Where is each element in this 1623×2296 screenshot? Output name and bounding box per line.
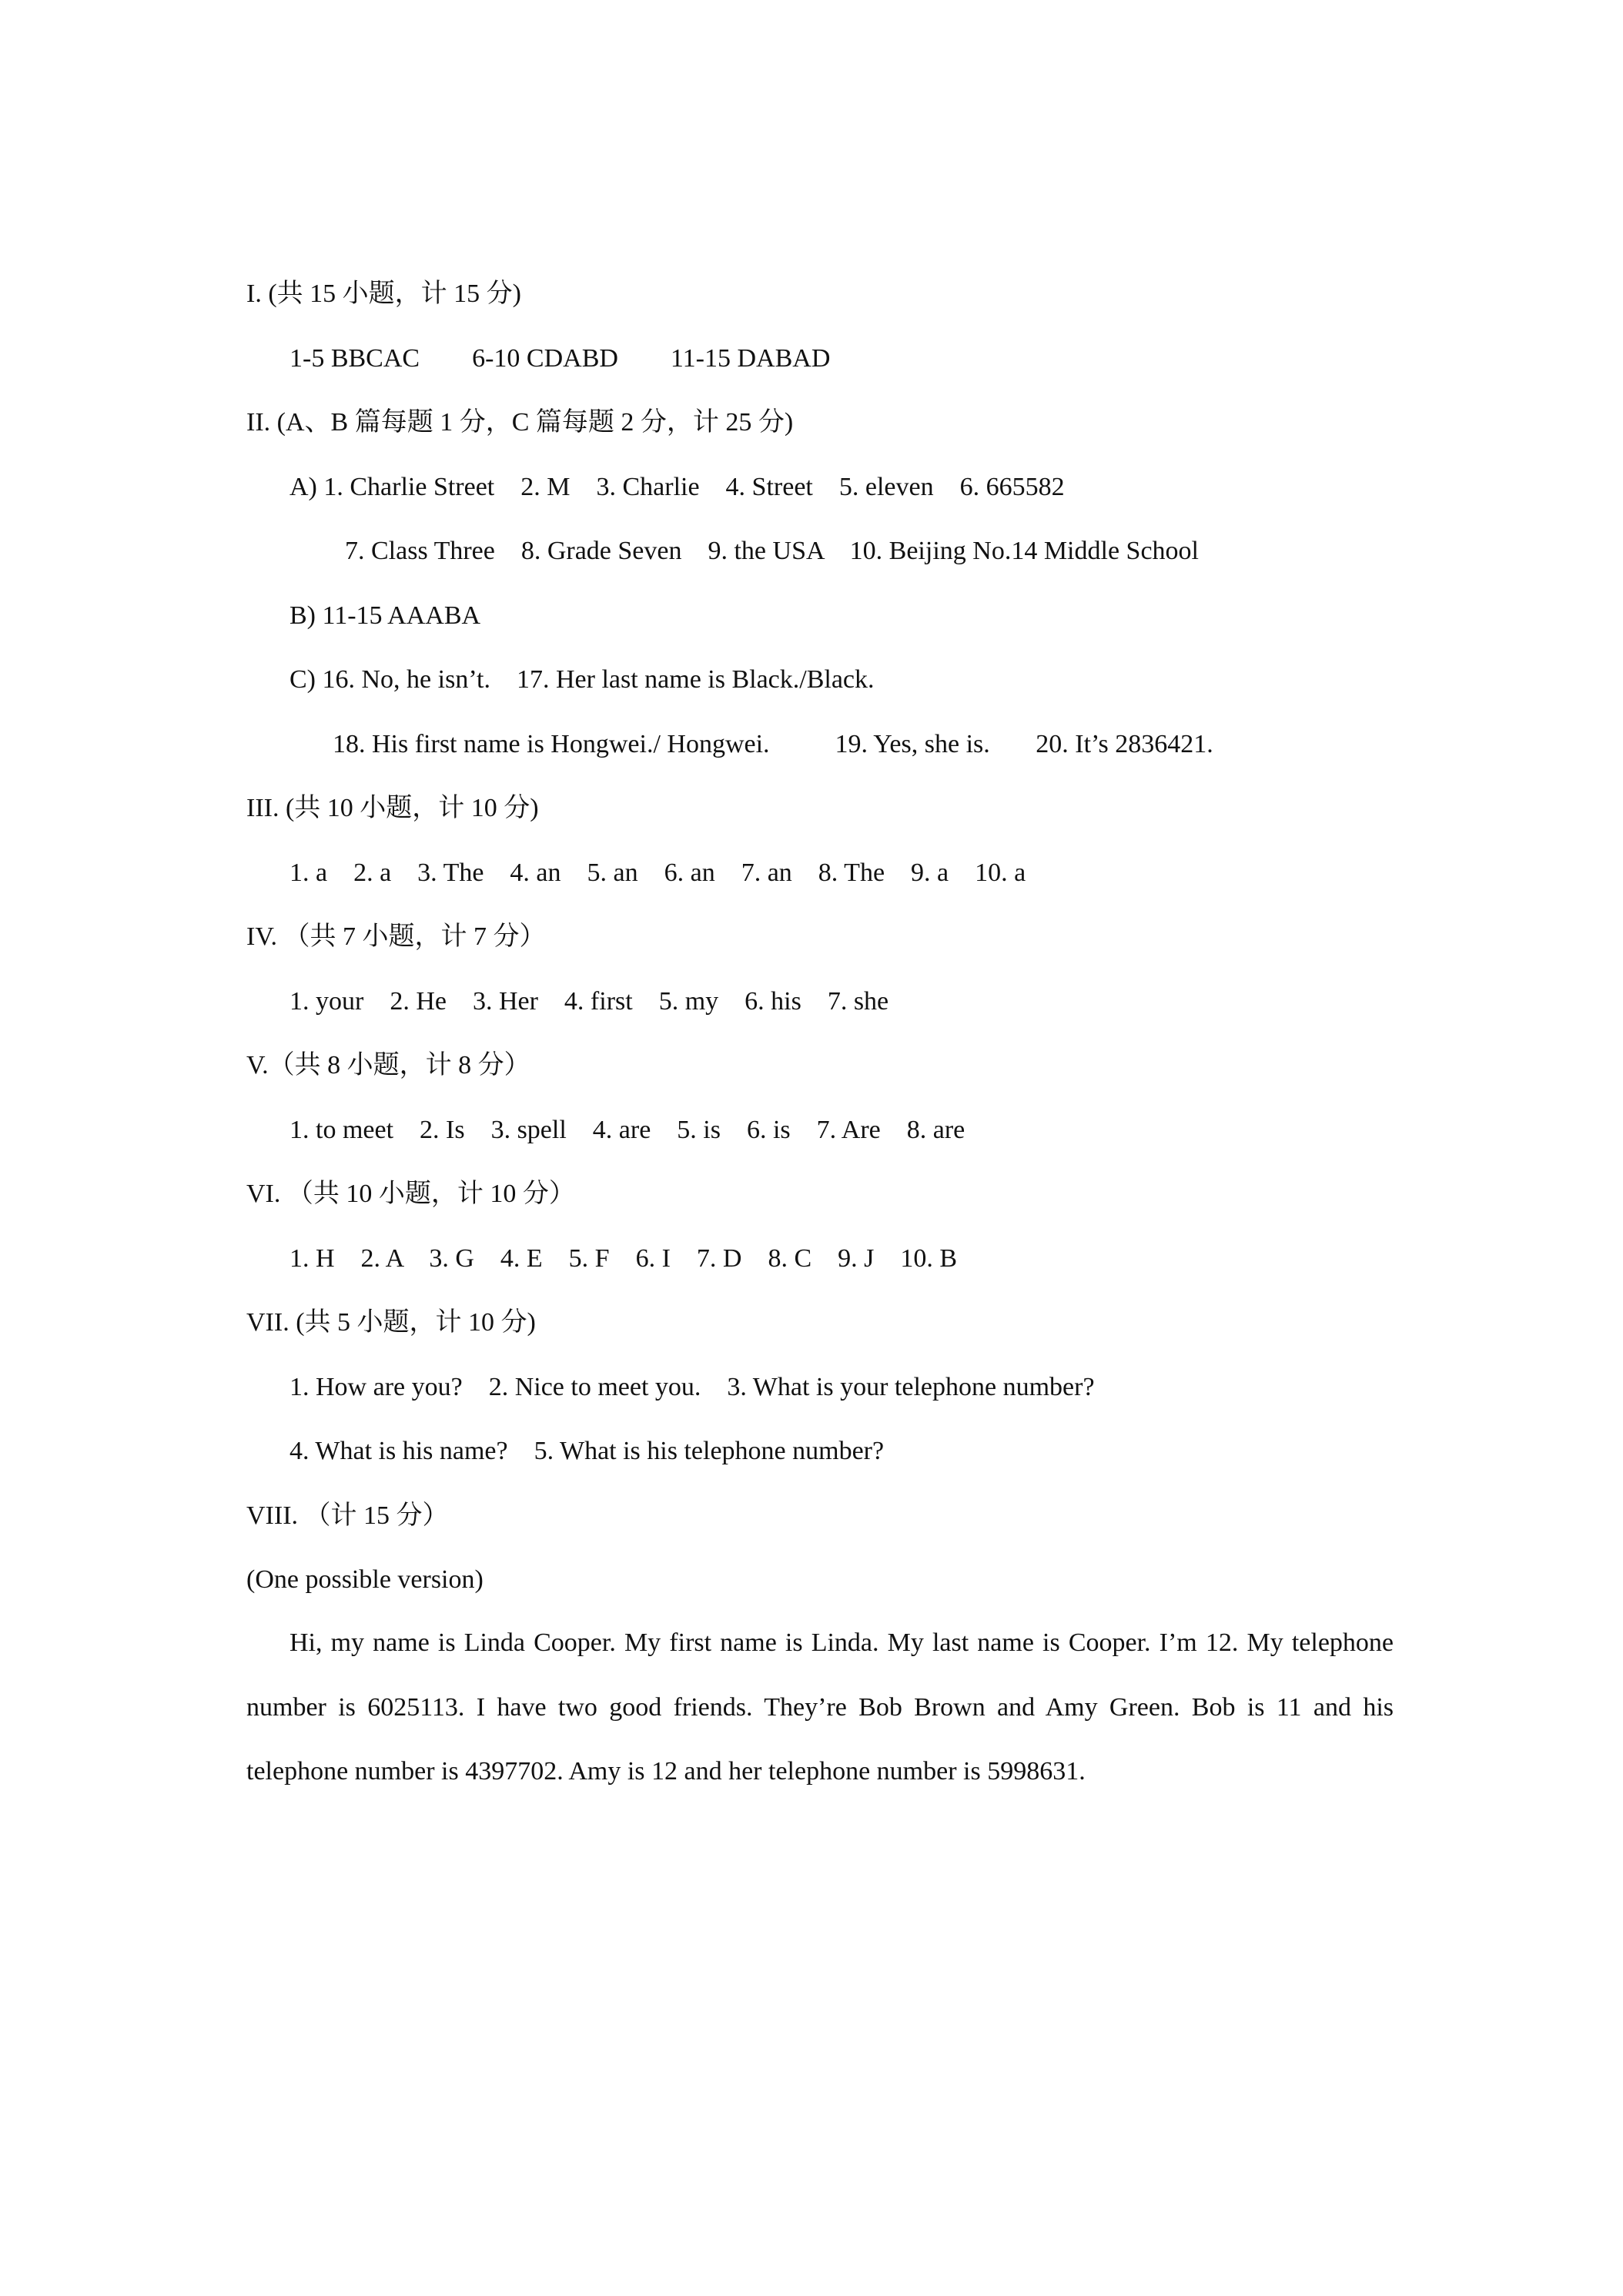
section-1-heading: I. (共 15 小题，计 15 分) [246,279,521,308]
sample-essay: Hi, my name is Linda Cooper. My first name is Linda. My last name is Cooper. I’m 12. My telephone number is 6025113. I have two good friends. They’re Bob Brown and Amy Green. Bob is 11 and his telephone number is 4397702. Amy is 12 and her telephone number is 5998631. [246,1628,1394,1786]
section-4-answers: 1. your 2. He 3. Her 4. first 5. my 6. his 7. she [289,987,889,1016]
section-7-answers-line1: 1. How are you? 2. Nice to meet you. 3. What is your telephone number? [289,1373,1095,1401]
section-4-heading: IV. （共 7 小题，计 7 分） [246,922,546,951]
section-2b-answers: B) 11-15 AAABA [289,601,481,630]
section-3-heading: III. (共 10 小题，计 10 分) [246,794,539,822]
section-7-answers-line2: 4. What is his name? 5. What is his telephone number? [289,1437,885,1465]
section-5-heading: V.（共 8 小题，计 8 分） [246,1051,530,1079]
section-2-heading: II. (A、B 篇每题 1 分，C 篇每题 2 分，计 25 分) [246,408,794,437]
section-7-heading: VII. (共 5 小题，计 10 分) [246,1308,536,1337]
section-6-answers: 1. H 2. A 3. G 4. E 5. F 6. I 7. D 8. C 9. J 10. B [289,1244,958,1273]
section-6-heading: VI. （共 10 小题，计 10 分） [246,1180,575,1208]
section-2a-answers-line1: A) 1. Charlie Street 2. M 3. Charlie 4. Street 5. eleven 6. 665582 [289,473,1065,501]
section-8-heading: VIII. （计 15 分） [246,1501,449,1530]
section-1-answers: 1-5 BBCAC 6-10 CDABD 11-15 DABAD [289,344,831,373]
section-5-answers: 1. to meet 2. Is 3. spell 4. are 5. is 6. is 7. Are 8. are [289,1116,965,1144]
section-2a-answers-line2: 7. Class Three 8. Grade Seven 9. the USA 10. Beijing No.14 Middle School [345,537,1199,565]
section-2c-answers-line2: 18. His first name is Hongwei./ Hongwei. 19. Yes, she is. 20. It’s 2836421. [333,730,1213,758]
section-3-answers: 1. a 2. a 3. The 4. an 5. an 6. an 7. an 8. The 9. a 10. a [289,858,1026,887]
section-8-version-note: (One possible version) [246,1565,484,1594]
section-2c-answers-line1: C) 16. No, he isn’t. 17. Her last name is Black./Black. [289,665,875,694]
